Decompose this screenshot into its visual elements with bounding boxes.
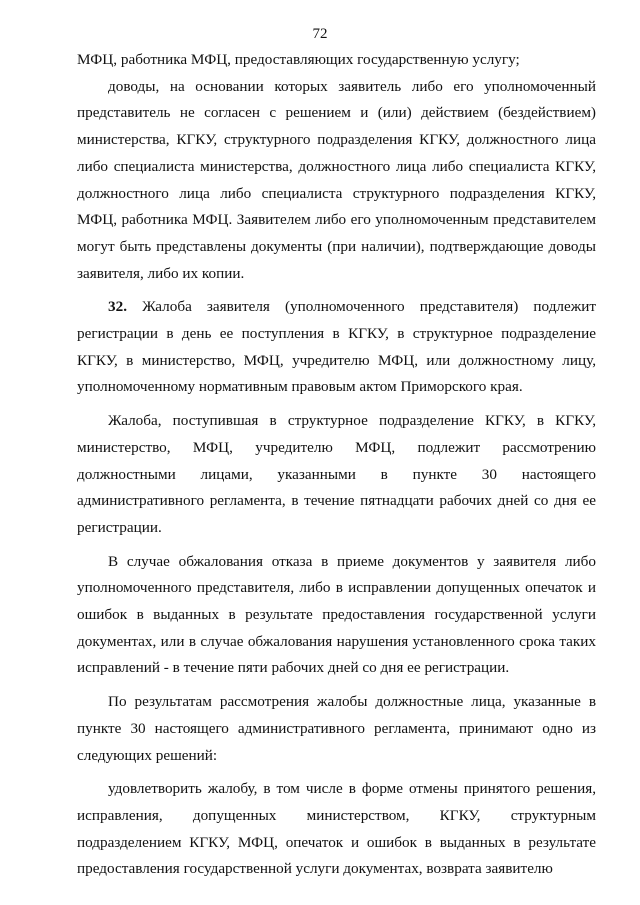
section-number: 32. — [108, 298, 127, 316]
paragraph-continuation: МФЦ, работника МФЦ, предоставляющих государственную услугу; — [77, 51, 520, 68]
paragraph-clause-32 — [77, 294, 596, 401]
paragraph-refusal-appeal: В случае обжалования отказа в приеме документов у заявителя либо уполномоченного представителя, либо в исправлении допущенных опечаток и ошибок в выданных в результате предоставления государственной услуги документах, или в случае обжалования нарушения установленного срока таких исправлений - в течение пяти рабочих дней со дня ее регистрации. — [77, 552, 596, 677]
paragraph-satisfy-complaint: удовлетворить жалобу, в том числе в форме отмены принятого решения, исправления, допущенных министерством, КГКУ, структурным подразделением КГКУ, МФЦ, опечаток и ошибок в выданных в результате предоставления государственной услуги документах, возврата заявителю — [77, 780, 596, 878]
paragraph-arguments: доводы, на основании которых заявитель либо его уполномоченный представитель не согласен с решением и (или) действием (бездействием) министерства, КГКУ, структурного подразделения КГКУ, должностного лица либо специалиста министерства, должностного лица либо специалиста КГКУ, должностного лица либо специалиста структурного подразделения КГКУ, МФЦ, работника МФЦ. Заявителем либо его уполномоченным представителем могут быть представлены документы (при наличии), подтверждающие доводы заявителя, либо их копии. — [77, 77, 596, 282]
clause-32-text: Жалоба заявителя (уполномоченного представителя) подлежит регистрации в день ее поступления в КГКУ, в структурное подразделение КГКУ, в министерство, МФЦ, учредителю МФЦ, или должностному лицу, уполномоченному нормативным правовым актом Приморского края. — [77, 298, 597, 396]
document-body — [77, 47, 596, 883]
page-number: 72 — [312, 26, 328, 42]
paragraph-review-term: Жалоба, поступившая в структурное подразделение КГКУ, в КГКУ, министерство, МФЦ, учредителю МФЦ, подлежит рассмотрению должностными лицами, указанными в пункте 30 настоящего административного регламента, в течение пятнадцати рабочих дней со дня ее регистрации. — [77, 412, 596, 536]
paragraph-decisions-intro: По результатам рассмотрения жалобы должностные лица, указанные в пункте 30 настоящего административного регламента, принимают одно из следующих решений: — [77, 693, 596, 764]
